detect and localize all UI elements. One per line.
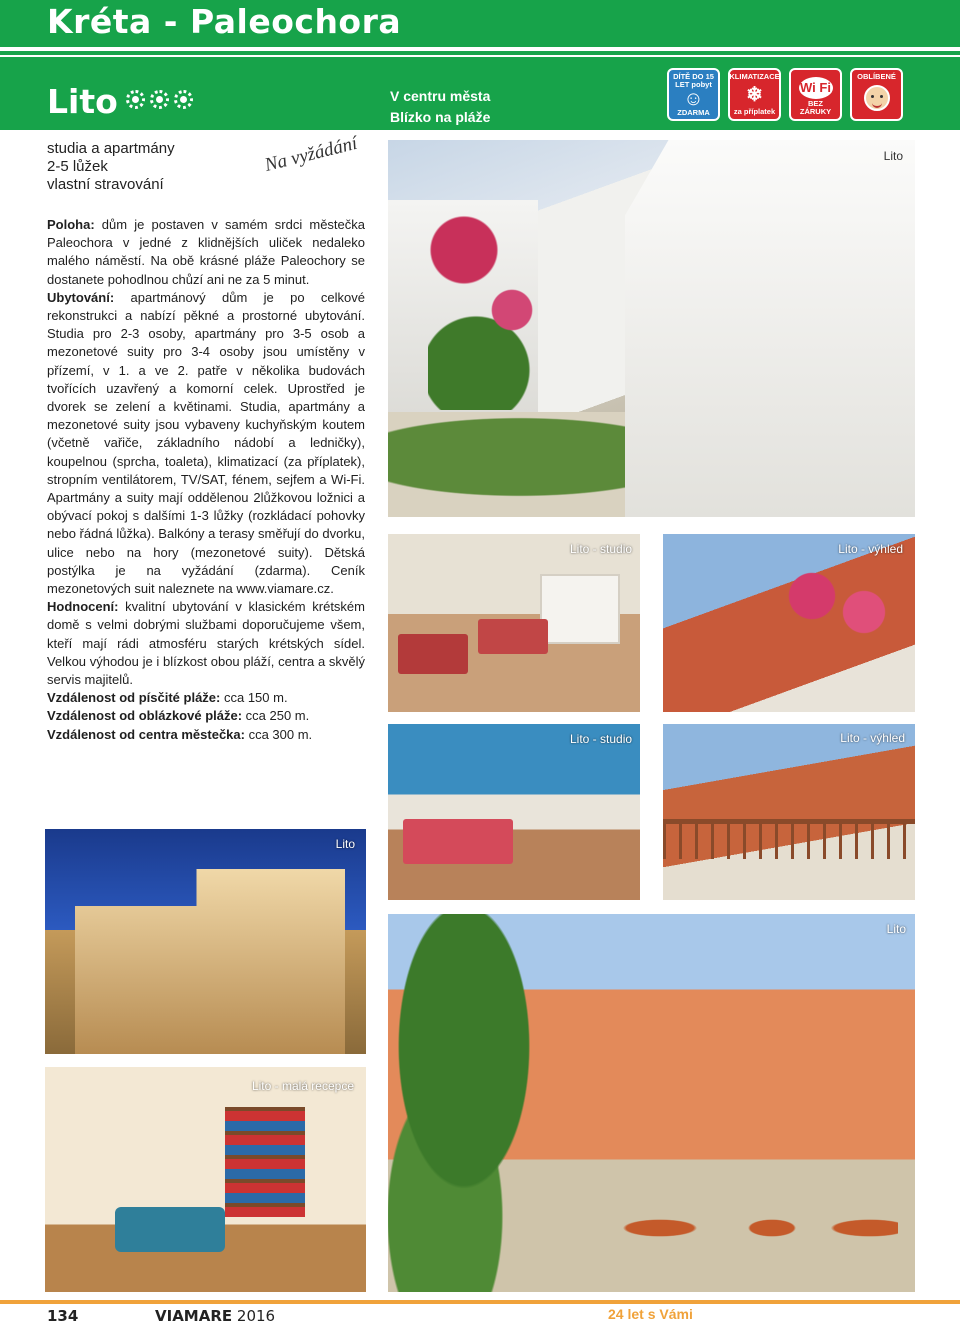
brand-name: VIAMARE	[155, 1307, 233, 1325]
tag-near-beach: Blízko na pláže	[390, 109, 491, 125]
badge-label: KLIMATIZACE	[729, 72, 780, 81]
distance-town-center	[47, 726, 365, 744]
distance-label: Vzdálenost od oblázkové pláže:	[47, 708, 243, 724]
photo-night	[45, 829, 366, 1054]
child-icon: ☺	[683, 88, 704, 110]
photo-caption: Lito - výhled	[838, 542, 903, 556]
photo-reception	[45, 1067, 366, 1292]
photo-caption: Lito - studio	[570, 732, 633, 746]
page-number: 134	[47, 1307, 79, 1325]
distance-label: Vzdálenost od centra městečka:	[47, 726, 245, 742]
sun-icon	[150, 90, 169, 109]
photo-studio-2	[388, 724, 640, 900]
smiley-icon	[864, 85, 890, 111]
rating-label: Hodnocení:	[47, 599, 119, 615]
hotel-description	[47, 216, 365, 744]
slogan: 24 let s Vámi	[608, 1306, 693, 1322]
tag-city-center: V centru města	[390, 88, 491, 104]
photo-caption: Lito - malá recepce	[251, 1079, 354, 1093]
distance-label: Vzdálenost od písčité pláže:	[47, 690, 221, 706]
distance-value: cca 300 m.	[244, 726, 313, 742]
sun-icon	[126, 90, 145, 109]
badge-sublabel: ZDARMA	[677, 108, 710, 117]
badge-sublabel: za příplatek	[733, 107, 776, 116]
photo-caption: Lito	[886, 922, 906, 936]
feature-badges	[667, 68, 903, 121]
photo-caption: Lito	[335, 837, 355, 851]
child-free-badge	[667, 68, 720, 121]
photo-view-2	[663, 724, 915, 900]
region-title: Kréta - Paleochora	[47, 2, 402, 41]
distance-value: cca 150 m.	[220, 690, 288, 706]
distance-value: cca 250 m.	[242, 708, 310, 724]
photo-caption: Lito	[883, 149, 903, 163]
summary-type: studia a apartmány	[47, 140, 175, 157]
favorite-badge	[850, 68, 903, 121]
sun-icon	[174, 90, 193, 109]
distance-sand-beach	[47, 689, 365, 707]
sun-rating	[126, 90, 193, 109]
rating-paragraph	[47, 598, 365, 689]
footer-divider	[0, 1300, 960, 1304]
accommodation-paragraph	[47, 289, 365, 598]
air-condition-badge	[728, 68, 781, 121]
distance-pebble-beach	[47, 707, 365, 725]
hotel-name: Lito	[47, 82, 118, 121]
on-request-stamp: Na vyžádání	[262, 132, 360, 177]
location-label: Poloha:	[47, 217, 95, 232]
photo-main-building	[388, 140, 915, 517]
rating-text: kvalitní ubytování v klasickém krétském domě s velmi dobrými službami doporučujeme všem, kteří mají rádi atmosféru starých krétských sídel. Velkou výhodou je i blízkost obou pláží, centra a skvělý servis majitelů.	[47, 599, 365, 688]
wifi-badge	[789, 68, 842, 121]
badge-sublabel: BEZ ZÁRUKY	[799, 99, 832, 116]
location-text: dům je postaven v samém srdci městečka Paleochora v jedné z klidnějších uliček nedaleko malého náměstí. Na obě krásné pláže Paleochory se dostanete pohodlnou chůzí ani ne za 5 minut.	[47, 217, 365, 287]
badge-label: DÍTĚ DO 15 LET pobyt	[673, 72, 714, 89]
photo-caption: Lito - výhled	[840, 731, 905, 745]
summary-catering: vlastní stravování	[47, 176, 164, 193]
wifi-icon: Wi Fi	[799, 77, 833, 99]
summary-beds: 2-5 lůžek	[47, 158, 108, 175]
brand-year: 2016	[236, 1307, 276, 1325]
accommodation-text: apartmánový dům je po celkové rekonstrukci a nabízí pěkné a prostorné ubytování. Studia pro 2-3 osoby, apartmány pro 3-5 osob a mezonetové suity pro 3-4 osoby jsou umístěny v přízemí, v 1. a ve 2. patře v několika budovách tvořících uzavřený a komorní celek. Uprostřed je dvorek se zelení a květinami. Studia, apartmány a mezonetové suity jsou vybaveny kuchyňským koutem (včetně vařiče, základního nádobí a ledničky), koupelnou (sprcha, toaleta), klimatizací (za příplatek), stropním ventilátorem, TV/SAT, fénem, sejfem a Wi-Fi. Apartmány a suity mají oddělenou 2lůžkovou ložnici a obývací pokoj s dalšími 1-3 lůžky (rozkládací pohovky nebo řádná lůžka). Balkóny a terasy směřují do dvorku, ulice nebo na hory (mezonetové suity). Dětská postýlka je na vyžádání (zdarma). Ceník mezonetových suit naleznete na www.viamare.cz.	[47, 289, 365, 597]
accommodation-summary	[47, 140, 175, 194]
accommodation-label: Ubytování:	[47, 289, 115, 305]
badge-label: OBLÍBENÉ	[857, 72, 896, 81]
photo-studio-1	[388, 534, 640, 712]
brand-footer	[155, 1307, 275, 1325]
photo-view-1	[663, 534, 915, 712]
photo-caption: Lito - studio	[570, 542, 633, 556]
location-paragraph	[47, 216, 365, 289]
photo-courtyard	[388, 914, 915, 1292]
header-divider	[0, 51, 960, 55]
snowflake-icon: ❄	[746, 83, 763, 106]
